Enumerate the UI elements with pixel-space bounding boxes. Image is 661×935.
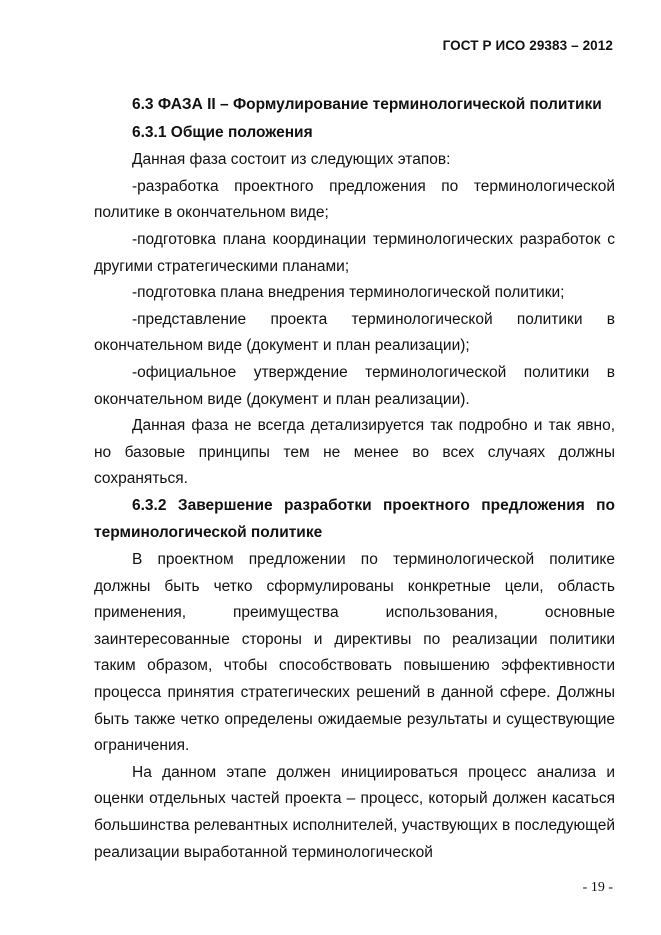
paragraph: На данном этапе должен инициироваться процесс анализа и оценки отдельных частей проекта – процесс, который должен касаться большинства релевантных исполнителей, участвующих в последующей реализации выработанной терминологической	[94, 763, 615, 861]
paragraph: Данная фаза не всегда детализируется так подробно и так явно, но базовые принципы тем не менее во всех случаях должны сохраняться.	[94, 417, 615, 488]
list-item: -разработка проектного предложения по терминологической политике в окончательном виде;	[94, 177, 615, 222]
subsection-title: 6.3.1 Общие положения	[132, 123, 313, 141]
document-body	[94, 92, 615, 866]
list-item: -подготовка плана внедрения терминологической политики;	[132, 284, 565, 302]
list-item: -представление проекта терминологической политики в окончательном виде (документ и план реализации);	[94, 310, 615, 355]
section-title: 6.3 ФАЗА II – Формулирование терминологической политики	[132, 96, 602, 113]
paragraph: В проектном предложении по терминологической политике должны быть четко сформулированы конкретные цели, область применения, преимущества использования, основные заинтересованные стороны и директивы по реализации политики таким образом, чтобы способствовать повышению эффективности процесса принятия стратегических решений в данной сфере. Должны быть также четко определены ожидаемые результаты и существующие ограничения.	[94, 551, 615, 755]
list-item: -официальное утверждение терминологической политики в окончательном виде (документ и план реализации).	[94, 363, 615, 408]
document-header: ГОСТ Р ИСО 29383 – 2012	[442, 38, 613, 53]
subsection-title: 6.3.2 Завершение разработки проектного предложения по терминологической политике	[94, 496, 615, 541]
list-item: -подготовка плана координации терминологических разработок с другими стратегическими планами;	[94, 230, 615, 275]
page-number: - 19 -	[582, 880, 613, 895]
paragraph: Данная фаза состоит из следующих этапов:	[132, 151, 451, 169]
